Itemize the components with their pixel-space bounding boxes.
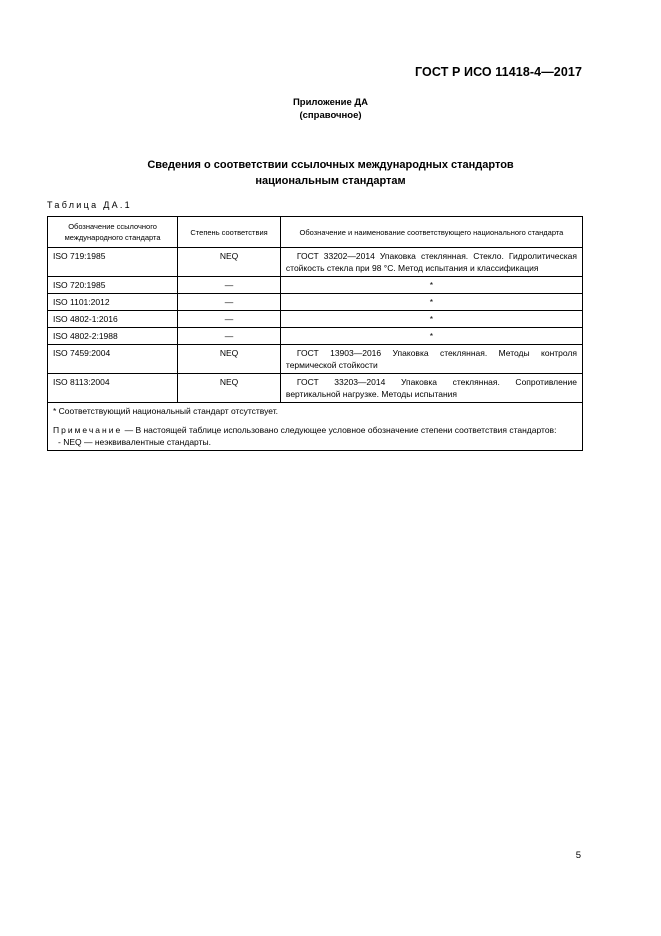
table-row bbox=[48, 277, 583, 294]
note-item: - NEQ — неэквивалентные стандарты. bbox=[58, 437, 211, 447]
cell-degree: NEQ bbox=[178, 345, 281, 374]
table-row bbox=[48, 311, 583, 328]
table-row bbox=[48, 294, 583, 311]
cell-degree: — bbox=[178, 328, 281, 345]
table-caption: Таблица ДА.1 bbox=[47, 200, 132, 210]
cell-intl-standard: ISO 4802-1:2016 bbox=[48, 311, 178, 328]
note-label: Примечание bbox=[53, 425, 123, 435]
table-row bbox=[48, 328, 583, 345]
table-footer bbox=[48, 403, 583, 451]
table-header-row bbox=[48, 217, 583, 248]
cell-intl-standard: ISO 1101:2012 bbox=[48, 294, 178, 311]
note-text: — В настоящей таблице использовано следующее условное обозначение степени соответствия стандартов: bbox=[124, 425, 557, 435]
header-degree: Степень соответствия bbox=[178, 217, 281, 248]
table-row bbox=[48, 248, 583, 277]
cell-national-standard: * bbox=[280, 294, 582, 311]
correspondence-table bbox=[47, 216, 583, 451]
cell-national-standard: ГОСТ 13903—2016 Упаковка стеклянная. Методы контроля термической стойкости bbox=[280, 345, 582, 374]
section-heading-line-2: национальным стандартам bbox=[255, 175, 406, 187]
cell-intl-standard: ISO 4802-2:1988 bbox=[48, 328, 178, 345]
annex-title: Приложение ДА bbox=[292, 97, 369, 108]
cell-intl-standard: ISO 7459:2004 bbox=[48, 345, 178, 374]
table-row bbox=[48, 345, 583, 374]
cell-national-standard: ГОСТ 33203—2014 Упаковка стеклянная. Сопротивление вертикальной нагрузке. Методы испытания bbox=[280, 374, 582, 403]
cell-national-standard: ГОСТ 33202—2014 Упаковка стеклянная. Стекло. Гидролитическая стойкость стекла при 98 °С. Метод испытания и классификация bbox=[280, 248, 582, 277]
page-number: 5 bbox=[575, 850, 581, 861]
cell-degree: NEQ bbox=[178, 374, 281, 403]
section-heading-line-1: Сведения о соответствии ссылочных международных стандартов bbox=[147, 159, 514, 171]
annex-title-block bbox=[0, 96, 661, 122]
section-heading bbox=[0, 157, 661, 189]
cell-national-standard: * bbox=[280, 328, 582, 345]
table-row bbox=[48, 374, 583, 403]
cell-national-standard: * bbox=[280, 311, 582, 328]
header-national-standard: Обозначение и наименование соответствующего национального стандарта bbox=[280, 217, 582, 248]
document-code: ГОСТ Р ИСО 11418-4—2017 bbox=[415, 65, 582, 79]
annex-subtitle: (справочное) bbox=[299, 110, 362, 121]
cell-intl-standard: ISO 719:1985 bbox=[48, 248, 178, 277]
cell-degree: — bbox=[178, 277, 281, 294]
cell-intl-standard: ISO 8113:2004 bbox=[48, 374, 178, 403]
cell-national-standard: * bbox=[280, 277, 582, 294]
cell-degree: — bbox=[178, 294, 281, 311]
header-intl-standard: Обозначение ссылочного международного стандарта bbox=[48, 217, 178, 248]
table-footer-row bbox=[48, 403, 583, 451]
cell-degree: NEQ bbox=[178, 248, 281, 277]
cell-intl-standard: ISO 720:1985 bbox=[48, 277, 178, 294]
table-note bbox=[53, 424, 577, 436]
footnote: * Соответствующий национальный стандарт отсутствует. bbox=[53, 406, 279, 416]
cell-degree: — bbox=[178, 311, 281, 328]
